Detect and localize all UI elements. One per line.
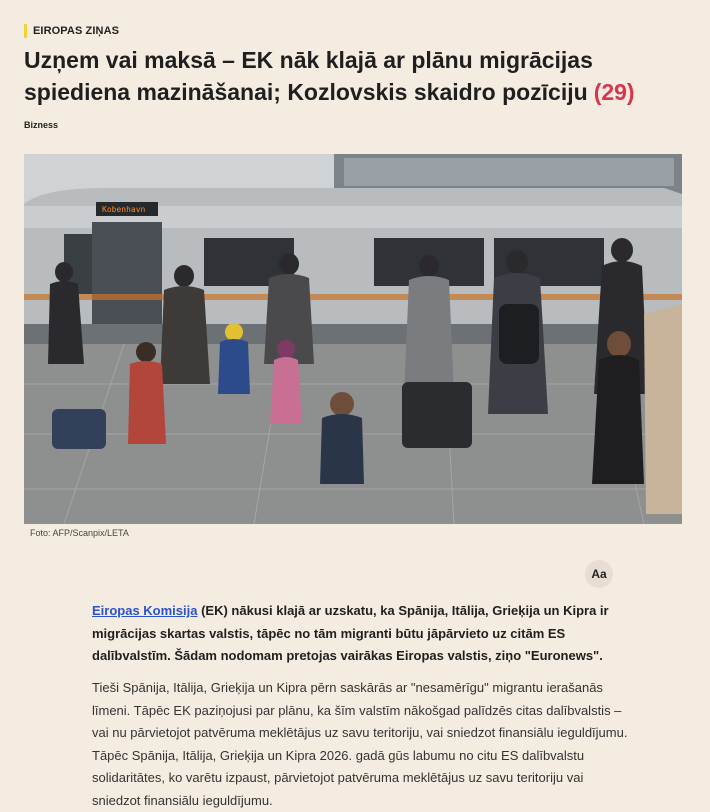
lead-text: (EK) nākusi klajā ar uzskatu, ka Spānija, Itālija, Grieķija un Kipra ir migrācijas skartas valstis, tāpēc no tām migranti būtu jāpārvieto uz citām ES dalībvalstīm. Šādam nodomam pretojas vairākas Eiropas valstis, ziņo "Euronews". bbox=[92, 603, 609, 663]
article-lead bbox=[92, 600, 632, 668]
photo-credit: Foto: AFP/Scanpix/LETA bbox=[30, 528, 129, 538]
font-size-button[interactable]: Aa bbox=[585, 560, 613, 588]
lead-link-eiropas-komisija[interactable]: Eiropas Komisija bbox=[92, 603, 198, 618]
platform-sign: Kobenhavn bbox=[102, 205, 146, 214]
article-headline bbox=[24, 44, 684, 108]
category-accent-bar bbox=[24, 24, 27, 38]
article-paragraph: Tieši Spānija, Itālija, Grieķija un Kipra pērn saskārās ar "nesamērīgu" migrantu ierašanās līmeni. Tāpēc EK paziņojusi par plānu, ka šīm valstīm nākošgad palīdzēs citas dalībvalstis – vai nu pārvietojot patvēruma meklētājus uz savu teritoriju, vai sniedzot finansiālu ieguldījumu. Tāpēc Spānija, Itālija, Grieķija un Kipra 2026. gadā gūs labumu no citu ES dalībvalstu solidaritātes, ko varētu izpaust, pārvietojot patvēruma meklētājus uz savu teritoriju vai sniedzot finansiālu ieguldījumu. bbox=[92, 680, 628, 808]
photo-illustration bbox=[24, 154, 682, 524]
headline-text: Uzņem vai maksā – EK nāk klajā ar plānu migrācijas spiediena mazināšanai; Kozlovskis skaidro pozīciju bbox=[24, 47, 593, 105]
comment-count-link[interactable]: (29) bbox=[593, 79, 635, 105]
article-photo bbox=[24, 154, 682, 524]
rubric-label[interactable]: Bizness bbox=[24, 120, 59, 130]
category-text[interactable]: EIROPAS ZIŅAS bbox=[33, 25, 120, 37]
category-label[interactable] bbox=[24, 24, 119, 38]
